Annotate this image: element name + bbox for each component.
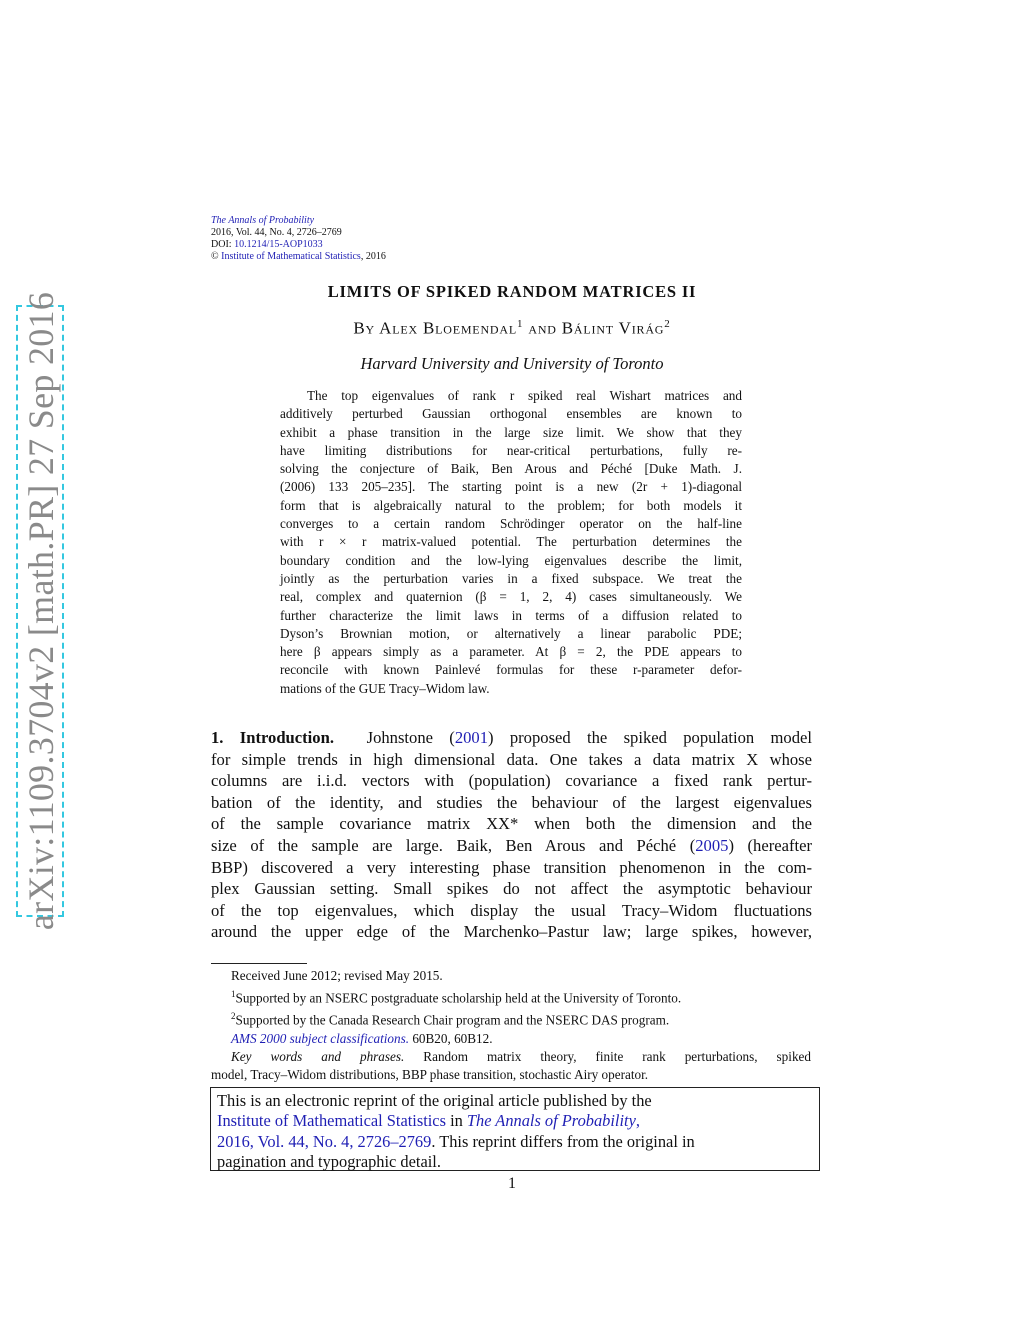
abstract-line: (2006) 133 205–235]. The starting point is a new (2r + 1)-diagonal — [280, 479, 742, 495]
intro-line: around the upper edge of the Marchenko–Pastur law; large spikes, however, — [211, 922, 812, 942]
received-date: Received June 2012; revised May 2015. — [231, 968, 443, 983]
reprint-comma: , — [635, 1111, 640, 1131]
abstract-line: Dyson’s Brownian motion, or alternatively a linear parabolic PDE; — [280, 625, 742, 641]
reprint-volume-link[interactable]: 2016, Vol. 44, No. 4, 2726–2769 — [217, 1131, 432, 1151]
introduction-section — [211, 727, 812, 943]
section-heading: 1. Introduction. — [211, 728, 334, 747]
keywords-text: Random matrix theory, finite rank perturbations, spiked — [404, 1048, 811, 1064]
intro-line: of the top eigenvalues, which display the usual Tracy–Widom fluctuations — [211, 900, 812, 920]
paper-authors — [0, 318, 1024, 339]
journal-name-link[interactable]: The Annals of Probability — [211, 215, 315, 226]
abstract-line: have limiting distributions for near-critical perturbations, fully re- — [280, 442, 742, 458]
abstract-line: additively perturbed Gaussian orthogonal ensembles are known to — [280, 406, 742, 422]
author-1-footnote-mark: 1 — [516, 318, 524, 330]
intro-text: ) proposed the spiked population model — [488, 728, 812, 747]
abstract-line: reconcile with known Painlevé formulas for these r-parameter defor- — [280, 662, 742, 678]
footnotes — [211, 967, 811, 1084]
footnote-divider — [211, 963, 307, 964]
keywords-label: Key words and phrases. — [231, 1048, 405, 1064]
citation-link-bbp[interactable]: 2005 — [695, 835, 729, 855]
reprint-line — [217, 1111, 819, 1131]
reprint-line: This is an electronic reprint of the original article published by the — [217, 1091, 652, 1110]
intro-line: for simple trends in high dimensional data. One takes a data matrix X whose — [211, 749, 812, 769]
journal-info — [211, 215, 386, 263]
abstract-line: exhibit a phase transition in the large size limit. We show that they — [280, 424, 742, 440]
keywords-line-2: model, Tracy–Widom distributions, BBP phase transition, stochastic Airy operator. — [211, 1066, 649, 1082]
footnote-1-mark: 1 — [231, 989, 236, 999]
author-1: By Alex Bloemendal — [353, 318, 517, 338]
abstract — [280, 387, 742, 698]
abstract-line: solving the conjecture of Baik, Ben Arous and Péché [Duke Math. J. — [280, 461, 742, 477]
abstract-line: further characterize the limit laws in terms of a diffusion related to — [280, 607, 742, 623]
intro-line: bation of the identity, and studies the behaviour of the largest eigenvalues — [211, 792, 812, 812]
reprint-journal-link[interactable]: The Annals of Probability — [466, 1111, 636, 1131]
copyright-year: , 2016 — [360, 251, 386, 262]
doi-label: DOI: — [211, 239, 235, 250]
intro-text: size of the sample are large. Baik, Ben Arous and Péché ( — [211, 835, 696, 855]
keywords-line — [211, 1048, 811, 1066]
intro-text: ) (hereafter — [728, 835, 812, 855]
reprint-notice-box — [210, 1087, 820, 1171]
abstract-line: here β appears simply as a parameter. At β = 2, the PDE appears to — [280, 644, 742, 660]
abstract-line: form that is algebraically natural to the problem; for both models it — [280, 497, 742, 513]
intro-line: of the sample covariance matrix XX* when both the dimension and the — [211, 814, 812, 834]
institute-link[interactable]: Institute of Mathematical Statistics — [221, 251, 361, 262]
page-number: 1 — [508, 1175, 516, 1192]
ams-codes: 60B20, 60B12. — [409, 1030, 493, 1046]
arxiv-identifier[interactable]: arXiv:1109.3704v2 [math.PR] 27 Sep 2016 — [21, 291, 61, 931]
reprint-text: in — [445, 1111, 467, 1131]
abstract-line: with r × r matrix-valued potential. The perturbation determines the — [280, 534, 742, 550]
reprint-line — [217, 1132, 819, 1152]
affiliation: Harvard University and University of Toronto — [360, 354, 664, 373]
abstract-line: mations of the GUE Tracy–Widom law. — [280, 680, 490, 696]
intro-text: Johnstone ( — [366, 728, 455, 747]
copyright-icon: © — [211, 251, 219, 262]
abstract-line: jointly as the perturbation varies in a fixed subspace. We treat the — [280, 570, 742, 586]
reprint-text: . This reprint differs from the original in — [431, 1131, 695, 1151]
footnote-2-mark: 2 — [231, 1011, 236, 1022]
footnote-2-text: Supported by the Canada Research Chair program and the NSERC DAS program. — [235, 1012, 670, 1028]
intro-line: columns are i.i.d. vectors with (population) covariance a fixed rank pertur- — [211, 771, 812, 791]
reprint-line: pagination and typographic detail. — [217, 1152, 441, 1172]
journal-volume: 2016, Vol. 44, No. 4, 2726–2769 — [211, 227, 342, 238]
intro-first-line — [211, 727, 812, 749]
intro-line: plex Gaussian setting. Small spikes do not affect the asymptotic behaviour — [211, 879, 812, 899]
footnote-2 — [211, 1007, 811, 1029]
author-2-footnote-mark: 2 — [664, 318, 671, 330]
abstract-line: real, complex and quaternion (β = 1, 2, 4) cases simultaneously. We — [280, 589, 742, 605]
abstract-line: The top eigenvalues of rank r spiked real Wishart matrices and — [307, 388, 742, 403]
doi-link[interactable]: 10.1214/15-AOP1033 — [234, 239, 323, 250]
footnote-1 — [211, 985, 811, 1007]
citation-link-johnstone[interactable]: 2001 — [454, 728, 489, 747]
intro-line-with-citation — [211, 835, 812, 857]
abstract-line: boundary condition and the low-lying eigenvalues describe the limit, — [280, 552, 742, 568]
author-2: and Bálint Virág — [523, 318, 665, 338]
ams-classifications — [211, 1030, 811, 1048]
reprint-institute-link[interactable]: Institute of Mathematical Statistics — [217, 1111, 446, 1131]
intro-line: BBP) discovered a very interesting phase transition phenomenon in the com- — [211, 857, 812, 877]
ams-classification-link[interactable]: AMS 2000 subject classifications. — [231, 1030, 410, 1046]
paper-title: LIMITS OF SPIKED RANDOM MATRICES II — [327, 282, 697, 301]
footnote-1-text: Supported by an NSERC postgraduate scholarship held at the University of Toronto. — [235, 990, 682, 1006]
abstract-line: converges to a certain random Schrödinger operator on the half-line — [280, 516, 742, 532]
